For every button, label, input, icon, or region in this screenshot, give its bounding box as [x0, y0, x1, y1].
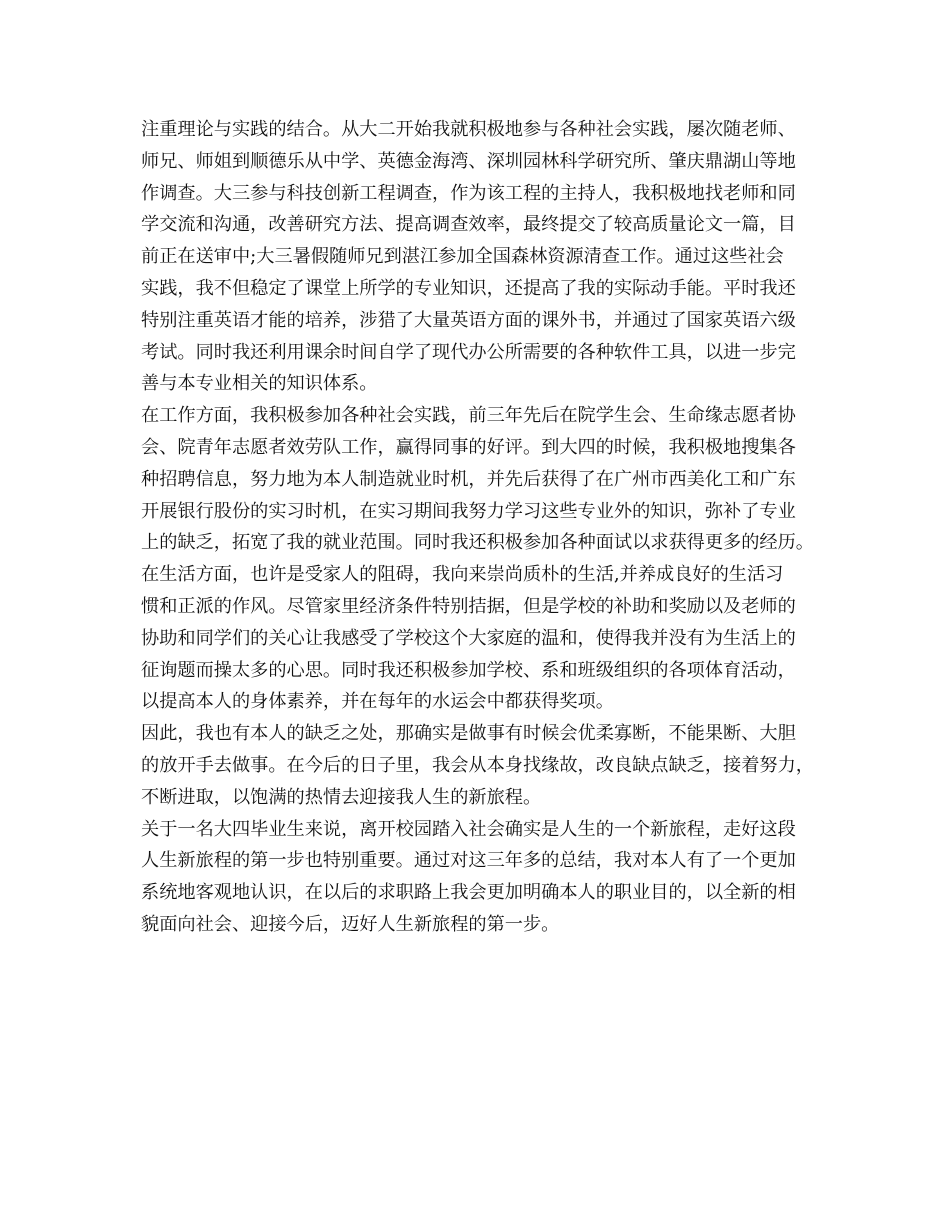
paragraph-work	[141, 400, 831, 559]
paragraph-conclusion	[141, 814, 831, 941]
paragraph-study	[141, 114, 831, 400]
text-line: 貌面向社会、迎接今后，迈好人生新旅程的第一步。	[141, 913, 560, 935]
text-line: 上的缺乏，拓宽了我的就业范围。同时我还积极参加各种面试以求获得更多的经历。	[141, 532, 814, 554]
text-line: 师兄、师姐到顺德乐从中学、英德金海湾、深圳园林科学研究所、肇庆鼎湖山等地	[141, 150, 796, 172]
text-line: 善与本专业相关的知识体系。	[141, 373, 378, 395]
text-line: 种招聘信息，努力地为本人制造就业时机，并先后获得了在广州市西美化工和广东	[141, 468, 796, 490]
paragraph-life	[141, 559, 831, 718]
text-line: 不断进取，以饱满的热情去迎接我人生的新旅程。	[141, 786, 542, 808]
text-line: 特别注重英语才能的培养，涉猎了大量英语方面的课外书，并通过了国家英语六级	[141, 309, 796, 331]
document-body	[141, 114, 831, 941]
paragraph-shortcomings	[141, 718, 831, 813]
text-line: 注重理论与实践的结合。从大二开始我就积极地参与各种社会实践，屡次随老师、	[141, 119, 796, 140]
text-line: 作调查。大三参与科技创新工程调查，作为该工程的主持人，我积极地找老师和同	[141, 182, 796, 204]
text-line: 人生新旅程的第一步也特别重要。通过对这三年多的总结，我对本人有了一个更加	[141, 850, 796, 872]
text-line: 会、院青年志愿者效劳队工作，赢得同事的好评。到大四的时候，我积极地搜集各	[141, 436, 796, 458]
text-line: 征询题而操太多的心思。同时我还积极参加学校、系和班级组织的各项体育活动，	[141, 659, 796, 681]
text-line: 以提高本人的身体素养，并在每年的水运会中都获得奖项。	[141, 691, 614, 713]
text-line: 考试。同时我还利用课余时间自学了现代办公所需要的各种软件工具，以进一步完	[141, 341, 796, 363]
text-line: 惯和正派的作风。尽管家里经济条件特别拮据，但是学校的补助和奖励以及老师的	[141, 595, 796, 617]
text-line: 前正在送审中;大三暑假随师兄到湛江参加全国森林资源清查工作。通过这些社会	[141, 246, 784, 268]
text-line: 关于一名大四毕业生来说，离开校园踏入社会确实是人生的一个新旅程，走好这段	[141, 818, 796, 840]
text-line: 在工作方面，我积极参加各种社会实践，前三年先后在院学生会、生命缘志愿者协	[141, 405, 796, 427]
text-line: 系统地客观地认识，在以后的求职路上我会更加明确本人的职业目的，以全新的相	[141, 882, 796, 904]
text-line: 开展银行股份的实习时机，在实习期间我努力学习这些专业外的知识，弥补了专业	[141, 500, 796, 522]
text-line: 因此，我也有本人的缺乏之处，那确实是做事有时候会优柔寡断，不能果断、大胆	[141, 723, 796, 745]
text-line: 的放开手去做事。在今后的日子里，我会从本身找缘故，改良缺点缺乏，接着努力，	[141, 754, 814, 776]
text-line: 协助和同学们的关心让我感受了学校这个大家庭的温和，使得我并没有为生活上的	[141, 627, 796, 649]
text-line: 实践，我不但稳定了课堂上所学的专业知识，还提高了我的实际动手能。平时我还	[141, 277, 796, 299]
text-line: 在生活方面，也许是受家人的阻碍，我向来崇尚质朴的生活,并养成良好的生活习	[141, 564, 784, 586]
text-line: 学交流和沟通，改善研究方法、提高调查效率，最终提交了较高质量论文一篇，目	[141, 214, 796, 236]
